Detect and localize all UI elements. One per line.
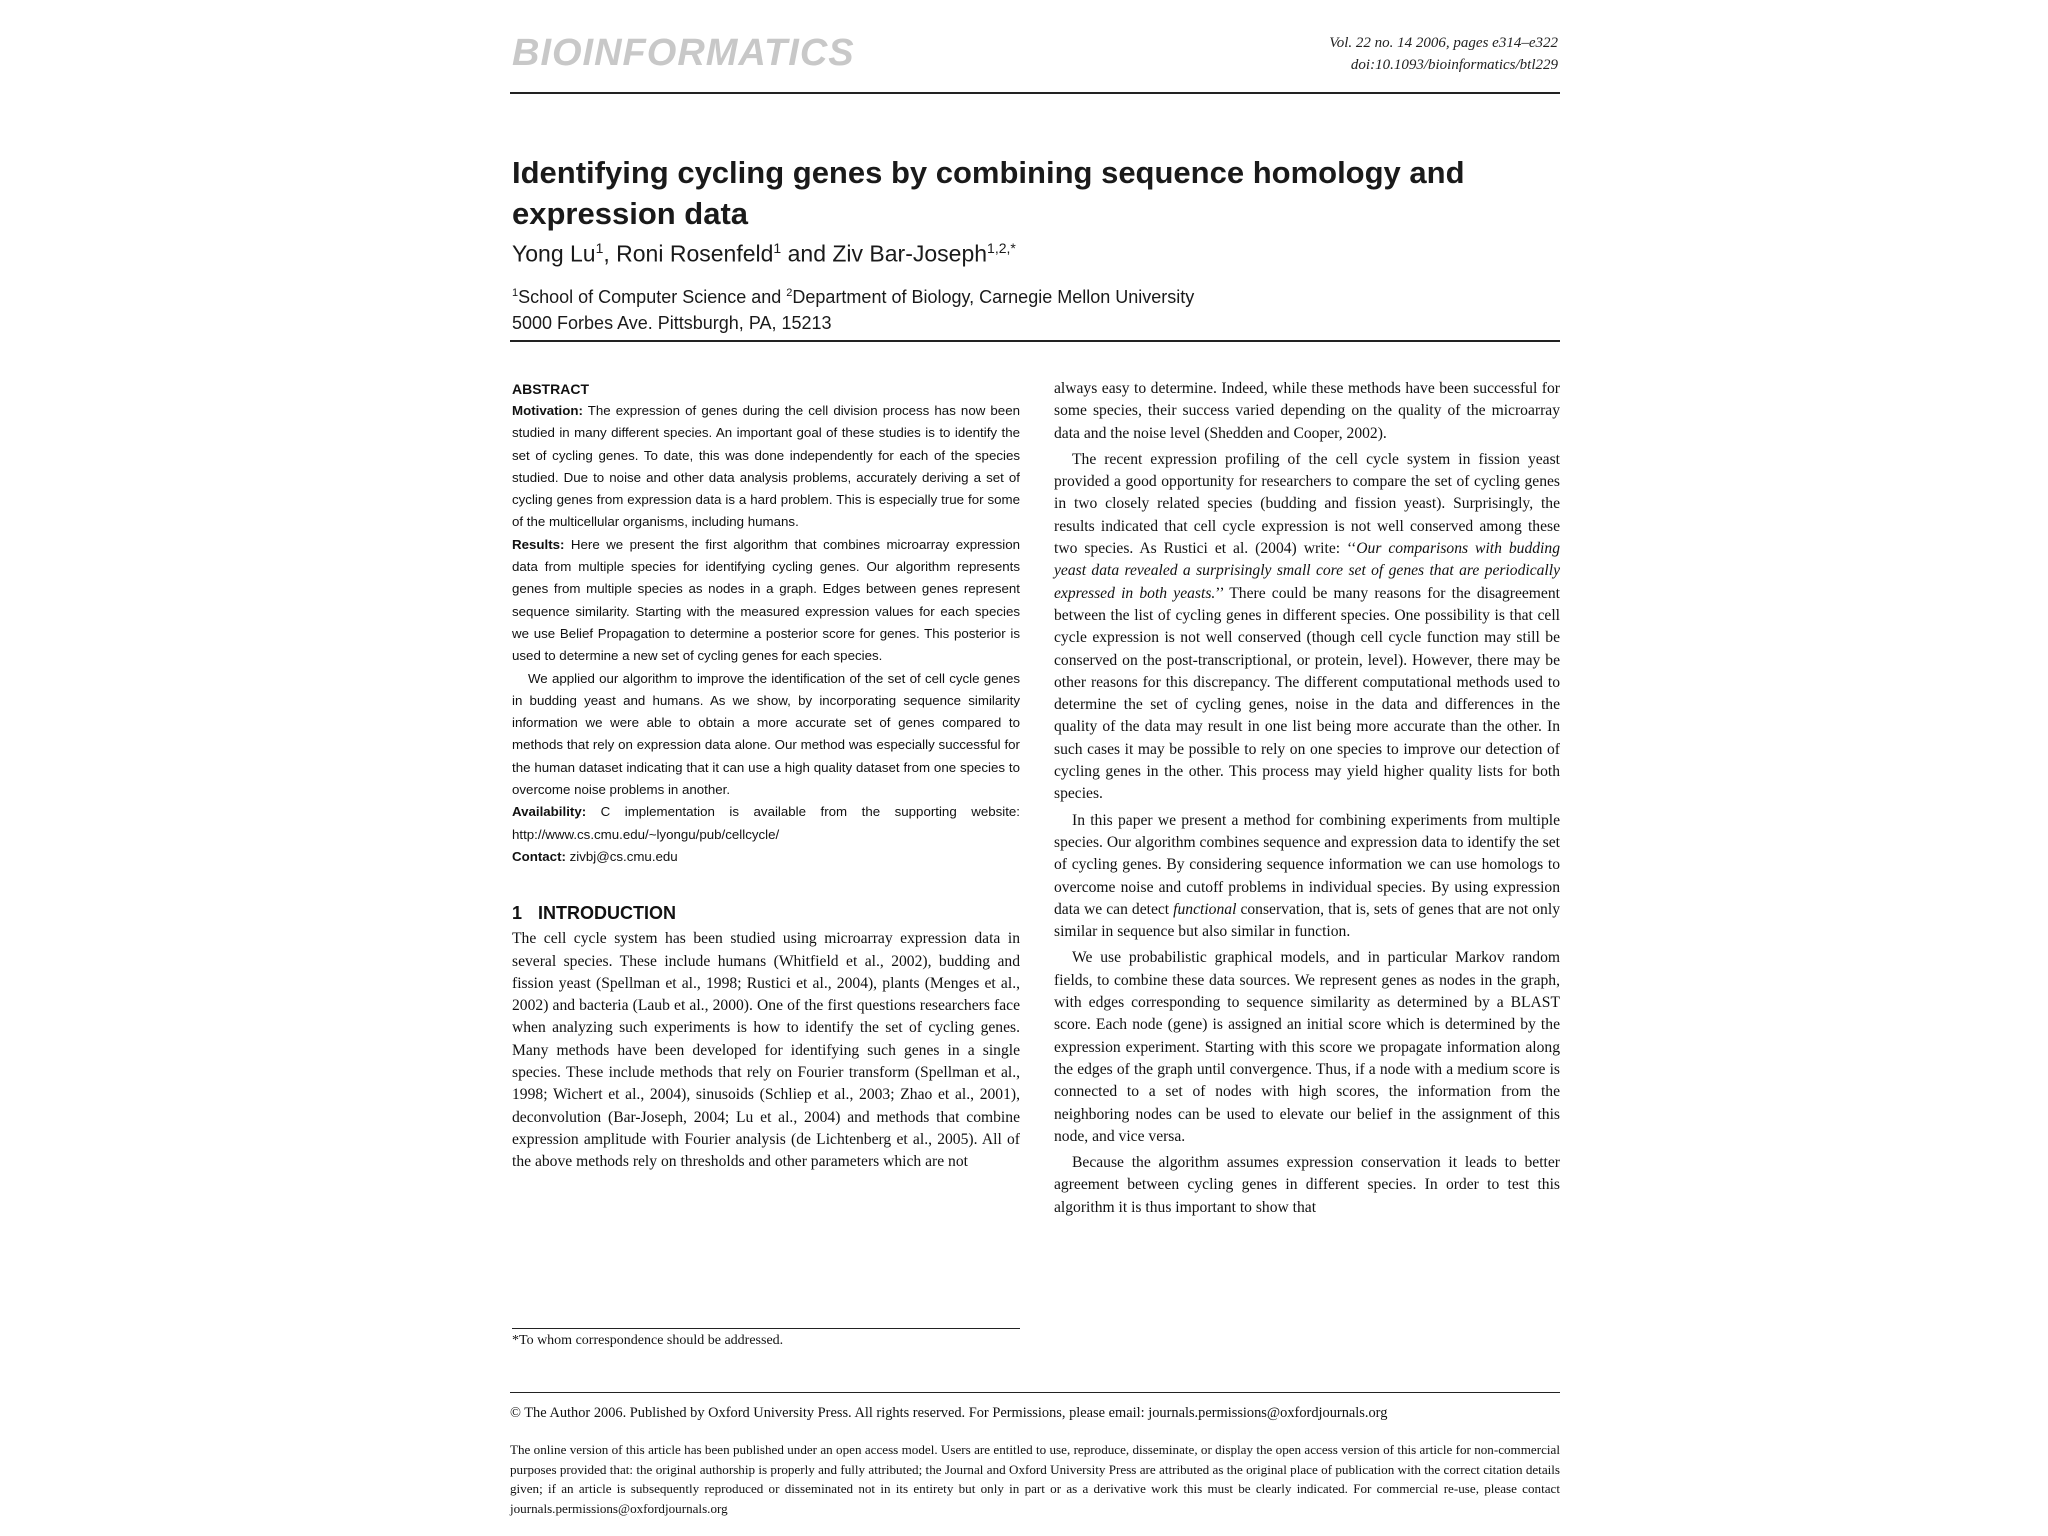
journal-header: [510, 30, 1560, 94]
contact-email[interactable]: zivbj@cs.cmu.edu: [565, 848, 678, 864]
intro-paragraph: The cell cycle system has been studied using microarray expression data in several species. These include humans (Whitfield et al., 2002), budding and fission yeast (Spellman et al., 1998; Rustici et al., 2004), plants (Menges et al., 2002) and bacteria (Laub et al., 2000). One of the first questions researchers face when analyzing such experiments is how to identify the set of cycling genes. Many methods have been developed for identifying such genes in a single species. These include methods that rely on Fourier transform (Spellman et al., 1998; Wichert et al., 2004), sinusoids (Schliep et al., 2003; Zhao et al., 2001), deconvolution (Bar-Joseph, 2004; Lu et al., 2004) and methods that combine expression amplitude with Fourier analysis (de Lichtenberg et al., 2005). All of the above methods rely on thresholds and other parameters which are not: [512, 930, 1020, 1171]
affiliation: [512, 280, 1194, 336]
left-column: [512, 378, 1020, 1174]
abstract-results-cont: We applied our algorithm to improve the identification of the set of cell cycle genes in budding yeast and humans. As we show, by incorporating sequence similarity information we were able to obtain a more accurate set of genes compared to methods that rely on expression data alone. Our method was especially successful for the human dataset indicating that it can use a high quality dataset from one species to overcome noise problems in another.: [512, 670, 1020, 798]
body-paragraph: Because the algorithm assumes expression conservation it leads to better agreement between cycling genes in different species. In order to test this algorithm it is thus important to show that: [1054, 1154, 1560, 1216]
body-paragraph: [1054, 810, 1560, 944]
open-access-notice: The online version of this article has been published under an open access model. Users are entitled to use, reproduce, disseminate, or display the open access version of this article for non-commercial purposes provided that: the original authorship is properly and fully attributed; the Journal and Oxford University Press are attributed as the original place of publication with the correct citation details given; if an article is subsequently reproduced or disseminated not in its entirety but only in part or as a derivative work this must be clearly indicated. For commercial re-use, please contact journals.permissions@oxfordjournals.org: [510, 1442, 1560, 1516]
right-column: [1054, 378, 1560, 1219]
author-name: Ziv Bar-Joseph: [832, 240, 988, 267]
affiliation-address: 5000 Forbes Ave. Pittsburgh, PA, 15213: [512, 313, 832, 333]
body-paragraph: always easy to determine. Indeed, while these methods have been successful for some species, their success varied depending on the quality of the microarray data and the noise level (Shedden and Cooper, 2002).: [1054, 380, 1560, 442]
author-list: [512, 240, 1016, 268]
intro-heading: [512, 898, 1020, 928]
abstract-contact: [512, 846, 1020, 868]
section-label: Contact:: [512, 848, 566, 864]
section-text: The expression of genes during the cell division process has now been studied in many different species. An important goal of these studies is to identify the set of cycling genes. To date, this was done independently for each of the species studied. Due to noise and other data analysis problems, accurately deriving a set of cycling genes from expression data is a hard problem. This is especially true for some of the multicellular organisms, including humans.: [512, 403, 1020, 530]
footer-divider: [510, 1392, 1560, 1393]
section-label: Availability:: [512, 804, 587, 820]
affil-mark: 2: [786, 287, 793, 299]
paper-page: [510, 0, 1560, 1536]
section-text: Here we present the first algorithm that combines microarray expression data from multiple species for identifying cycling genes. Our algorithm represents genes from multiple species as nodes in a graph. Edges between genes represent sequence similarity. Starting with the measured expression values for each species we use Belief Propagation to determine a posterior score for genes. This posterior is used to determine a new set of cycling genes for each species.: [512, 536, 1020, 664]
affiliation-line: [512, 280, 1194, 310]
body-text: conservation, that is, sets of genes that are not only similar in sequence but also similar in function.: [1054, 900, 1560, 941]
availability-link[interactable]: C implementation is available from the supporting website: http://www.cs.cmu.edu/~lyongu/pub/cellcycle/: [512, 804, 1020, 842]
author-affil-mark: 1: [595, 240, 604, 256]
author-affil-mark: 1,2,*: [987, 240, 1016, 256]
section-label: Motivation:: [512, 403, 583, 418]
footnote: *To whom correspondence should be addressed.: [512, 1333, 784, 1348]
abstract: [512, 378, 1020, 868]
body-text: The recent expression profiling of the cell cycle system in fission yeast provided a good opportunity for researchers to compare the set of cycling genes in two closely related species (budding and fission yeast). Surprisingly, the results indicated that cell cycle expression is not well conserved among these two species. As Rustici et al. (2004) write: ‘‘: [1054, 450, 1560, 558]
body-paragraph: We use probabilistic graphical models, and in particular Markov random fields, to combine these data sources. We represent genes as nodes in the graph, with edges corresponding to sequence similarity as determined by a BLAST score. Each node (gene) is assigned an initial score which is determined by the expression experiment. Starting with this score we propagate information along the edges of the graph until convergence. Thus, if a node with a medium score is connected to a set of nodes with high scores, the information from the neighboring nodes can be used to elevate our belief in the assignment of this node, and vice versa.: [1054, 949, 1560, 1145]
volume-line: Vol. 22 no. 14 2006, pages e314–e322: [1329, 35, 1558, 51]
section-number: 1: [512, 903, 523, 924]
author-separator: ,: [603, 240, 617, 267]
author-separator: and: [781, 240, 833, 267]
abstract-availability: [512, 801, 1020, 846]
abstract-heading: ABSTRACT: [512, 381, 589, 397]
intro-body: [512, 928, 1020, 1173]
header-divider: [510, 340, 1560, 342]
affil-mark: 1: [512, 287, 519, 299]
body-text: ’’ There could be many reasons for the disagreement between the list of cycling genes in different species. One possibility is that cell cycle expression is not well conserved (though cell cycle function may still be conserved on the post-transcriptional, or protein, level). However, there may be other reasons for this discrepancy. The different computational methods used to determine the set of cycling genes, noise in the data and differences in the quality of the data may result in one list being more accurate than the other. In such cases it may be possible to rely on one species to improve our detection of cycling genes in the other. This process may yield higher quality lists for both species.: [1054, 584, 1560, 803]
volume-info: [1329, 32, 1558, 76]
section-title: INTRODUCTION: [538, 903, 677, 924]
author-affil-mark: 1: [773, 240, 782, 256]
footnote-divider: [512, 1328, 1020, 1329]
quoted-text: Our comparisons with budding yeast data revealed a surprisingly small core set of genes that are periodically expressed in both yeasts.: [1054, 540, 1560, 602]
affil-text: School of Computer Science and: [518, 287, 787, 307]
abstract-motivation: [512, 400, 1020, 534]
doi-line: doi:10.1093/bioinformatics/btl229: [1350, 57, 1558, 73]
journal-name: BIOINFORMATICS: [512, 32, 855, 74]
body-text: In this paper we present a method for combining experiments from multiple species. Our algorithm combines sequence and expression data to identify the set of cycling genes. By considering sequence information we can use homologs to overcome noise and cutoff problems in individual species. By using expression data we can detect: [1054, 811, 1560, 918]
author-name: Yong Lu: [512, 240, 596, 267]
copyright-notice: © The Author 2006. Published by Oxford University Press. All rights reserved. For Permissions, please email: journals.permissions@oxfordjournals.org: [510, 1405, 1388, 1421]
section-label: Results:: [512, 536, 565, 552]
body-paragraph: [1054, 449, 1560, 806]
affil-text: Department of Biology, Carnegie Mellon University: [792, 287, 1195, 307]
paper-title: Identifying cycling genes by combining sequence homology and expression data: [512, 155, 1465, 231]
abstract-results: [512, 534, 1020, 668]
emphasis-text: functional: [1173, 900, 1237, 918]
author-name: Roni Rosenfeld: [616, 240, 774, 267]
